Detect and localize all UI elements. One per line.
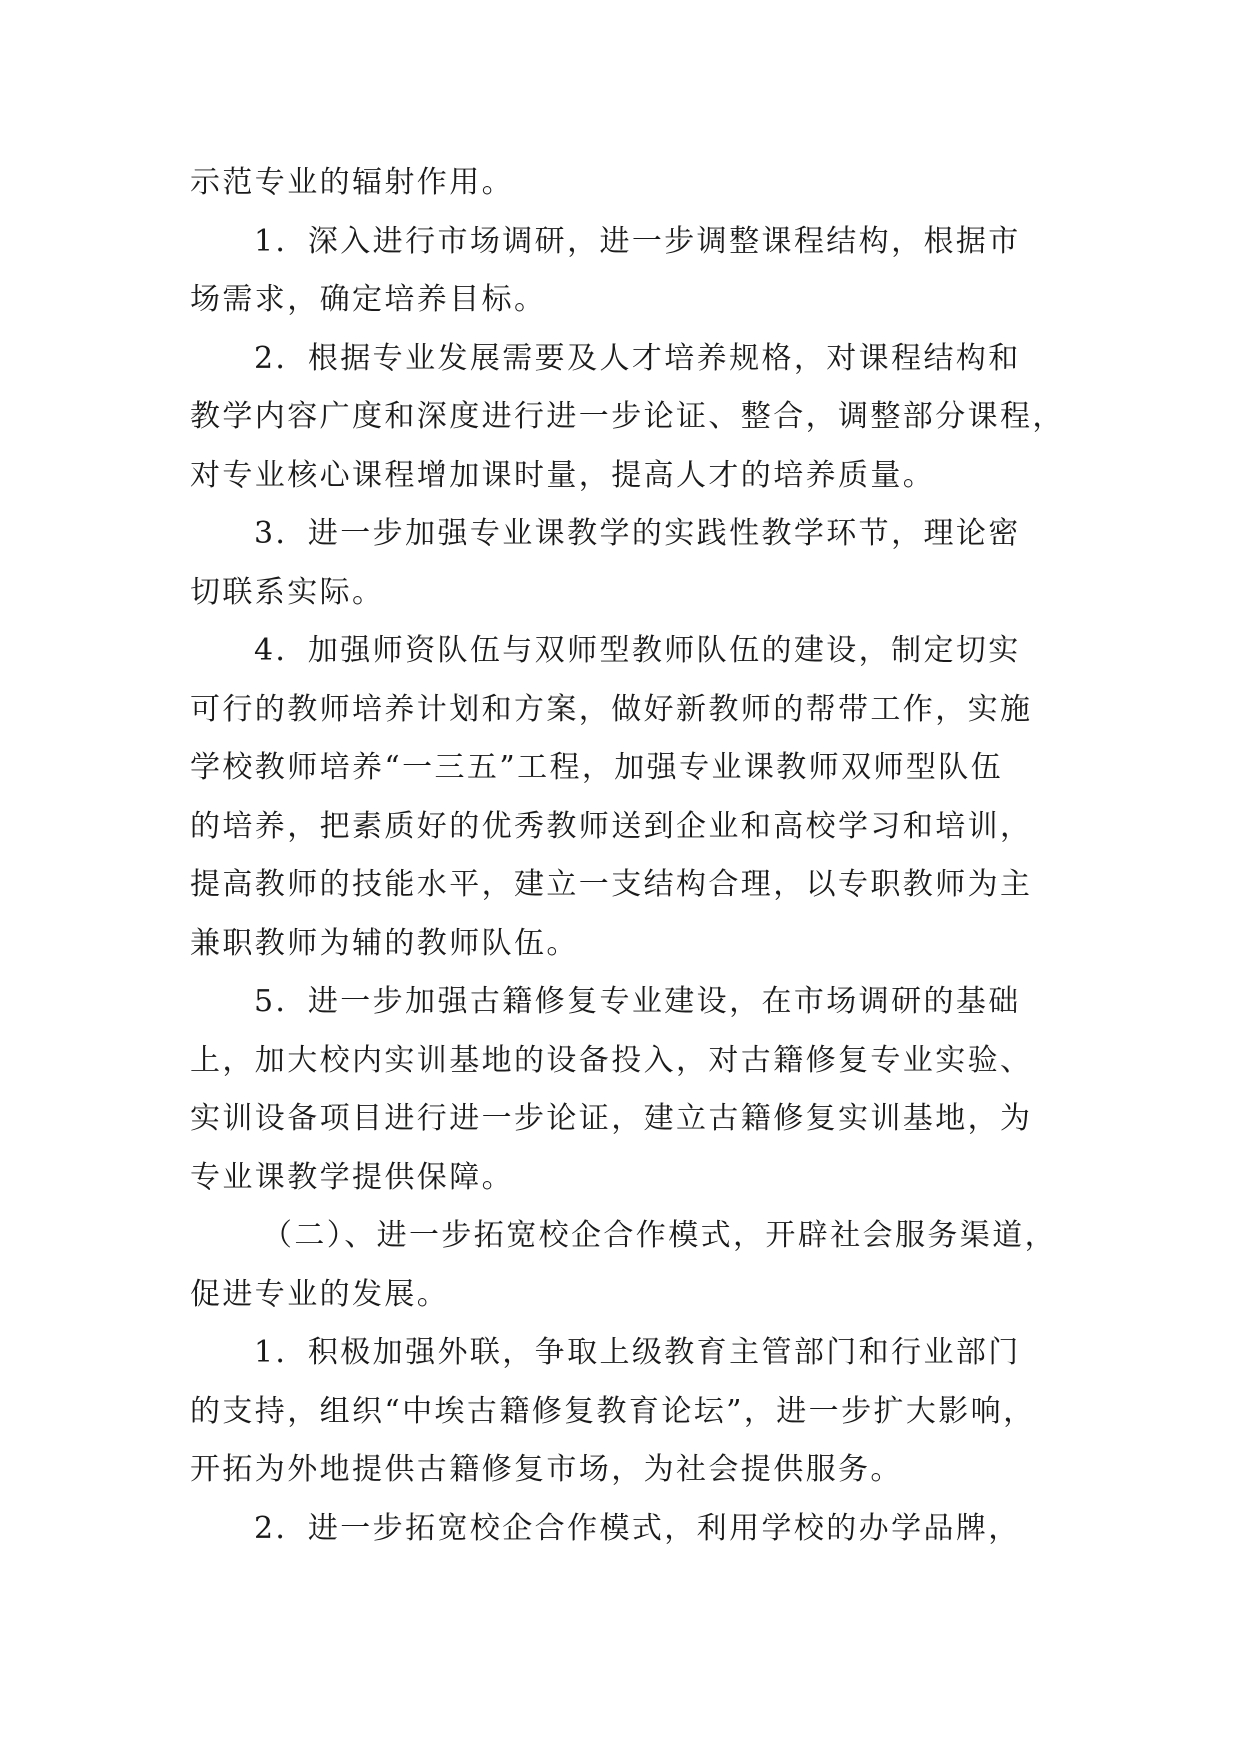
- list-item-text: 3．进一步加强专业课教学的实践性教学环节，理论密: [254, 516, 1021, 551]
- text-line: 上，加大校内实训基地的设备投入，对古籍修复专业实验、: [190, 1042, 1033, 1078]
- text-line: 示范专业的辐射作用。: [190, 165, 514, 200]
- document-body: [190, 154, 1065, 1558]
- text-line: 的支持，组织“中埃古籍修复教育论坛”，进一步扩大影响，: [190, 1393, 1036, 1429]
- text-line: 专业课教学提供保障。: [190, 1159, 514, 1195]
- list-item-text: 5．进一步加强古籍修复专业建设，在市场调研的基础: [254, 984, 1021, 1019]
- text-line: 可行的教师培养计划和方案，做好新教师的帮带工作，实施: [190, 691, 1033, 727]
- section-heading: （二）、进一步拓宽校企合作模式，开辟社会服务渠道，: [262, 1218, 1057, 1253]
- text-line: 对专业核心课程增加课时量，提高人才的培养质量。: [190, 457, 936, 493]
- text-line: 场需求，确定培养目标。: [190, 282, 547, 317]
- list-item-text: 1．深入进行市场调研，进一步调整课程结构，根据市: [254, 223, 1021, 259]
- list-item-text: 2．根据专业发展需要及人才培养规格，对课程结构和: [254, 340, 1021, 376]
- text-line: 开拓为外地提供古籍修复市场，为社会提供服务。: [190, 1452, 903, 1487]
- text-line: 实训设备项目进行进一步论证，建立古籍修复实训基地，为: [190, 1101, 1033, 1136]
- list-item-text: 1．积极加强外联，争取上级教育主管部门和行业部门: [254, 1335, 1021, 1370]
- text-line: 促进专业的发展。: [190, 1276, 450, 1312]
- text-line: 学校教师培养“一三五”工程，加强专业课教师双师型队伍: [190, 750, 1004, 785]
- text-line: 教学内容广度和深度进行进一步论证、整合，调整部分课程，: [190, 399, 1065, 434]
- text-line: 的培养，把素质好的优秀教师送到企业和高校学习和培训，: [190, 808, 1033, 844]
- text-line: 提高教师的技能水平，建立一支结构合理，以专职教师为主: [190, 867, 1033, 902]
- text-line: 兼职教师为辅的教师队伍。: [190, 925, 579, 961]
- list-item-text: 2．进一步拓宽校企合作模式，利用学校的办学品牌，: [254, 1510, 1021, 1546]
- list-item-text: 4．加强师资队伍与双师型教师队伍的建设，制定切实: [254, 633, 1021, 668]
- text-line: 切联系实际。: [190, 574, 385, 610]
